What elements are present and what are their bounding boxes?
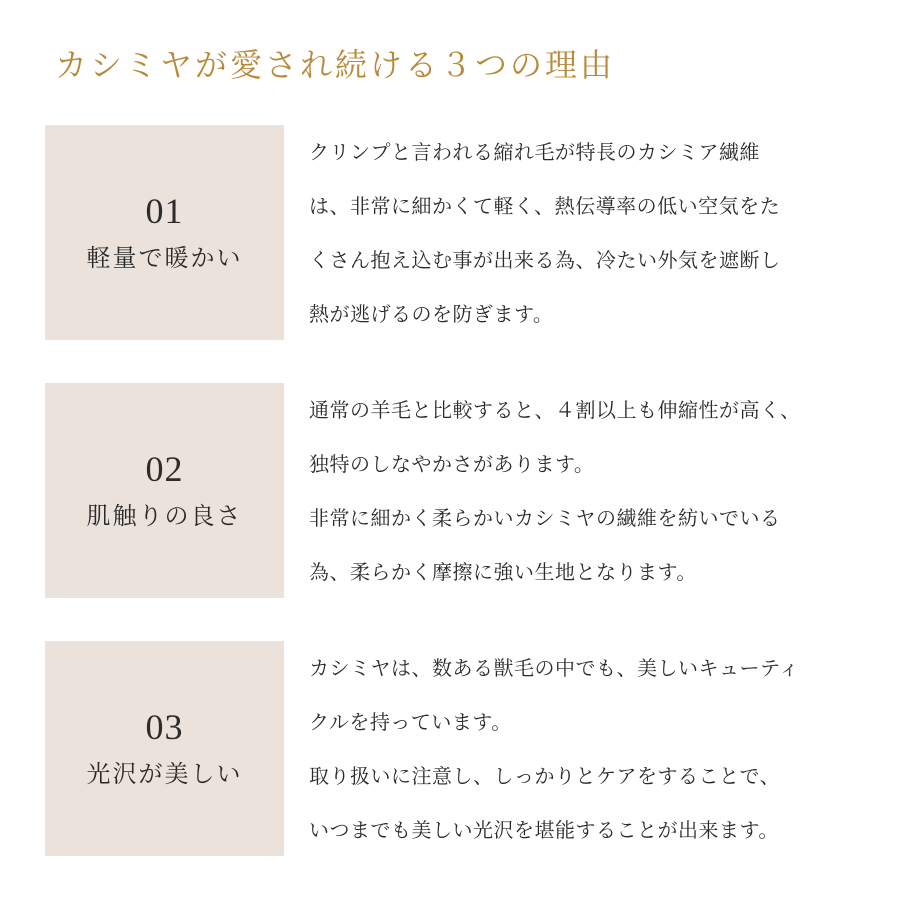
reason-label-box-1	[45, 125, 284, 340]
reason-label-box-3	[45, 641, 284, 856]
reason-number-3: 03	[145, 706, 184, 747]
reason-number-1: 01	[145, 190, 184, 231]
description-line: クルを持っています。	[309, 710, 512, 734]
reason-heading-1: 軽量で暖かい	[86, 243, 243, 272]
description-line: 通常の羊毛と比較すると、４割以上も伸縮性が高く、	[309, 398, 801, 422]
reason-section-3	[45, 641, 865, 856]
description-line: は、非常に細かくて軽く、熱伝導率の低い空気をた	[309, 194, 781, 218]
reason-description-1	[309, 125, 869, 341]
page-title: カシミヤが愛され続ける３つの理由	[55, 46, 616, 84]
description-line: 取り扱いに注意し、しっかりとケアをすることで、	[309, 764, 781, 788]
description-line: 熱が逃げるのを防ぎます。	[309, 302, 554, 326]
reason-heading-2: 肌触りの良さ	[86, 501, 243, 530]
reason-section-1	[45, 125, 865, 340]
reason-section-2	[45, 383, 865, 598]
description-line: 為、柔らかく摩擦に強い生地となります。	[309, 560, 697, 584]
reason-description-2	[309, 383, 869, 599]
reason-label-box-2	[45, 383, 284, 598]
description-line: 非常に細かく柔らかいカシミヤの繊維を紡いでいる	[309, 506, 781, 530]
description-line: カシミヤは、数ある獣毛の中でも、美しいキューティ	[309, 656, 800, 680]
description-line: 独特のしなやかさがあります。	[309, 452, 595, 476]
reason-heading-3: 光沢が美しい	[86, 759, 243, 788]
reason-number-2: 02	[145, 448, 184, 489]
description-line: くさん抱え込む事が出来る為、冷たい外気を遮断し	[309, 248, 781, 272]
reason-description-3	[309, 641, 869, 857]
description-line: いつまでも美しい光沢を堪能することが出来ます。	[309, 818, 779, 842]
description-line: クリンプと言われる縮れ毛が特長のカシミア繊維	[309, 140, 760, 164]
